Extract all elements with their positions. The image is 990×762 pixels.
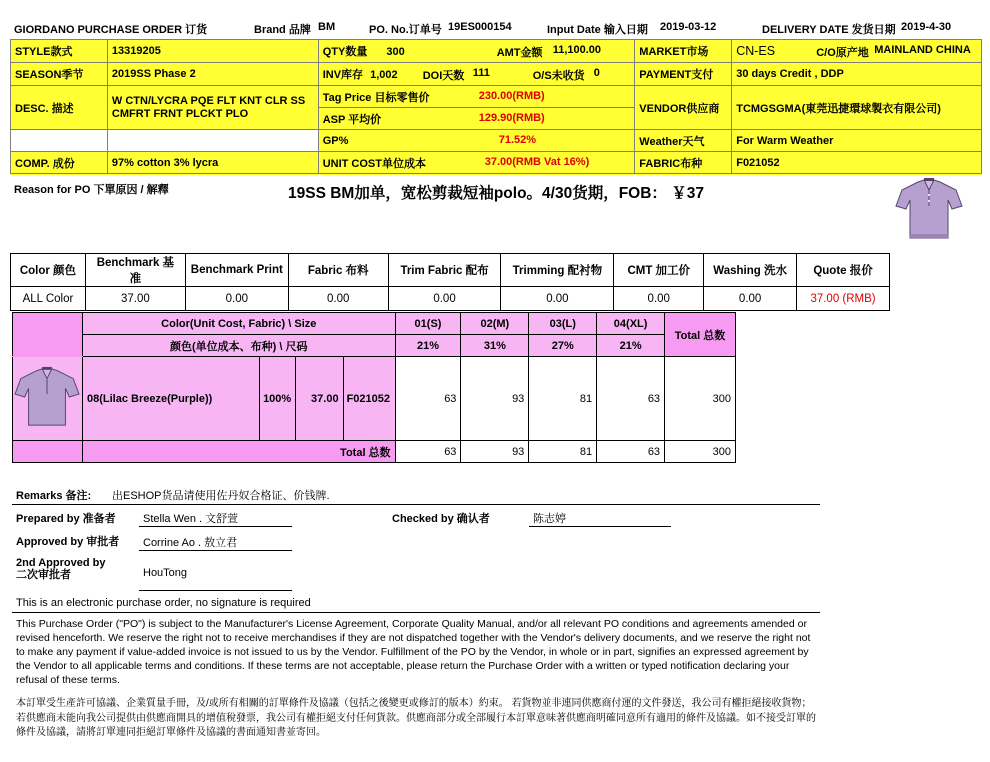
bench-header-cmt: CMT 加工价 — [614, 254, 704, 287]
terms-chinese: 本訂單受生產許可協議、企業質量手冊，及/或所有相關的訂單條件及協議（包括之後變更或修訂的版本）約束。 若貨物並非連同供應商付運的文件發送，我公司有權拒絕接收貨物；若供應商未能向我公司提供由供應商開具的增值稅發票，我公司有權拒絕支付任何貨款。供應商部分或全部履行本訂單意味著供應商明確同意所有適用的條件及協議。如不接受訂單的條件及協議，請將訂單連同拒絕訂單條件及協議的書面通知書並寄回。 — [16, 698, 816, 738]
ratio-m: 31% — [461, 335, 529, 357]
bench-header-quote: Quote 报价 — [797, 254, 890, 287]
bench-value-washing: 0.00 — [704, 287, 797, 311]
style-value: 13319205 — [107, 40, 318, 63]
bench-value-quote: 37.00 (RMB) — [797, 287, 890, 311]
comp-value: 97% cotton 3% lycra — [107, 152, 318, 174]
second-approved-label-cn: 二次审批者 — [16, 569, 71, 581]
style-label: STYLE款式 — [11, 40, 108, 63]
prepared-underline — [139, 526, 292, 527]
fabric-value: F021052 — [732, 152, 982, 174]
totals-qty-xl: 63 — [597, 441, 665, 463]
polo-shirt-icon — [894, 176, 964, 242]
second-approved-underline — [139, 590, 292, 591]
desc-cell — [107, 86, 318, 130]
row-qty-xl: 63 — [597, 357, 665, 441]
checked-value: 陈志婷 — [533, 513, 566, 525]
qty-header-cn: 颜色(单位成本、布种) \ 尺码 — [82, 335, 395, 357]
gp-label: GP% — [322, 134, 349, 147]
amt-label: AMT金额 — [496, 47, 543, 59]
approved-label: Approved by 审批者 — [16, 536, 120, 548]
gp-cell — [318, 130, 635, 152]
benchmark-table — [10, 253, 890, 311]
total-header: Total 总数 — [665, 313, 736, 357]
prepared-label: Prepared by 准备者 — [16, 513, 116, 525]
os-value: 0 — [593, 67, 600, 79]
checked-underline — [529, 526, 671, 527]
polo-shirt-thumbnail-icon — [13, 365, 81, 429]
totals-row — [13, 441, 736, 463]
bench-value-benchmark: 37.00 — [85, 287, 185, 311]
second-approved-label — [16, 557, 105, 581]
unit-cost-value: 37.00(RMB Vat 16%) — [484, 156, 590, 168]
inv-cell — [318, 63, 635, 86]
size-quantity-table — [12, 312, 736, 463]
desc-label: DESC. 描述 — [11, 86, 108, 130]
inv-label: INV库存 — [322, 69, 364, 81]
row-qty-s: 63 — [395, 357, 461, 441]
blank-cell-1 — [11, 130, 108, 152]
comp-label: COMP. 成份 — [11, 152, 108, 174]
bench-header-washing: Washing 洗水 — [704, 254, 797, 287]
qty-value: 300 — [386, 46, 405, 58]
delivery-date-label: DELIVERY DATE 发货日期 — [762, 24, 896, 36]
row-total: 300 — [665, 357, 736, 441]
qty-label: QTY数量 — [322, 46, 368, 58]
size-header-xl: 04(XL) — [597, 313, 665, 335]
totals-total: 300 — [665, 441, 736, 463]
row-pct: 100% — [259, 357, 295, 441]
second-approved-label-en: 2nd Approved by — [16, 557, 106, 569]
reason-label: Reason for PO 下單原因 / 解釋 — [14, 184, 169, 196]
unit-cost-cell — [318, 152, 635, 174]
benchmark-value-row — [11, 287, 890, 311]
vendor-value: TCMGSGMA(東莞迅捷環球製衣有限公司) — [732, 86, 982, 130]
bench-value-trimming: 0.00 — [501, 287, 614, 311]
asp-value: 129.90(RMB) — [478, 112, 545, 124]
delivery-date-value: 2019-4-30 — [901, 21, 952, 33]
os-label: O/S未收货 — [532, 70, 585, 82]
footer-divider — [12, 612, 820, 613]
approved-underline — [139, 550, 292, 551]
amt-value: 11,100.00 — [552, 44, 602, 56]
inv-value: 1,002 — [370, 69, 398, 81]
market-value: CN-ES — [736, 44, 776, 58]
po-number-value: 19ES000154 — [448, 21, 512, 33]
brand-label: Brand 品牌 — [254, 24, 311, 36]
bench-header-benchmark: Benchmark 基准 — [85, 254, 185, 287]
desc-line-1: W CTN/LYCRA PQE FLT KNT CLR SS — [111, 94, 306, 107]
payment-label: PAYMENT支付 — [635, 63, 732, 86]
prepared-value: Stella Wen . 文舒萱 — [143, 513, 239, 525]
table-row — [13, 357, 736, 441]
ratio-xl: 21% — [597, 335, 665, 357]
payment-value: 30 days Credit , DDP — [732, 63, 982, 86]
qty-header-en: Color(Unit Cost, Fabric) \ Size — [82, 313, 395, 335]
row-qty-m: 93 — [461, 357, 529, 441]
po-number-label: PO. No.订单号 — [369, 24, 442, 36]
unit-cost-label: UNIT COST单位成本 — [322, 157, 426, 170]
bench-header-trim-fabric: Trim Fabric 配布 — [388, 254, 501, 287]
origin-label: C/O原产地 — [816, 47, 869, 59]
remarks-label: Remarks 备注: — [16, 490, 92, 502]
input-date-label: Input Date 输入日期 — [547, 24, 648, 36]
bench-value-print: 0.00 — [185, 287, 288, 311]
row-thumbnail-cell — [13, 357, 83, 441]
ratio-s: 21% — [395, 335, 461, 357]
totals-label: Total 总数 — [82, 441, 395, 463]
brand-value: BM — [318, 21, 336, 33]
bench-header-color: Color 颜色 — [11, 254, 86, 287]
blank-cell-2 — [107, 130, 318, 152]
bench-value-trim-fabric: 0.00 — [388, 287, 501, 311]
reason-text: 19SS BM加单，宽松剪裁短袖polo。4/30货期，FOB： ￥37 — [288, 185, 704, 202]
totals-qty-m: 93 — [461, 441, 529, 463]
weather-value: For Warm Weather — [732, 130, 982, 152]
tag-price-value: 230.00(RMB) — [478, 90, 545, 102]
approved-value: Corrine Ao . 敖立君 — [143, 537, 238, 549]
size-header-l: 03(L) — [529, 313, 597, 335]
bench-value-color: ALL Color — [11, 287, 86, 311]
origin-value: MAINLAND CHINA — [874, 44, 971, 56]
fabric-label: FABRIC布种 — [635, 152, 732, 174]
totals-qty-l: 81 — [529, 441, 597, 463]
asp-label: ASP 平均价 — [322, 113, 382, 126]
asp-cell — [318, 108, 635, 130]
totals-blank — [13, 441, 83, 463]
info-grid — [10, 39, 982, 174]
ratio-l: 27% — [529, 335, 597, 357]
checked-label: Checked by 确认者 — [392, 513, 490, 525]
size-header-s: 01(S) — [395, 313, 461, 335]
po-title: GIORDANO PURCHASE ORDER 订货 — [14, 24, 208, 36]
doi-label: DOI天数 — [422, 70, 465, 82]
qty-header-blank — [13, 313, 83, 357]
input-date-value: 2019-03-12 — [660, 21, 717, 33]
gp-value: 71.52% — [498, 134, 537, 146]
bench-value-fabric: 0.00 — [288, 287, 388, 311]
tag-price-label: Tag Price 目标零售价 — [322, 91, 430, 104]
electronic-notice: This is an electronic purchase order, no signature is required — [16, 597, 311, 609]
row-color: 08(Lilac Breeze(Purple)) — [82, 357, 259, 441]
season-value: 2019SS Phase 2 — [107, 63, 318, 86]
terms-english: This Purchase Order ("PO") is subject to the Manufacturer's License Agreement, Corporate Quality Manual, and/or all relevant PO conditions and agreements amended or revised henceforth. We reserve the right not to receive merchandises if they are not dispatched together with the Vendor's delivery documents, and we reserve the right not to make any payment if value-added invoice is not issued to us by the Vendor. Fulfillment of the PO by the Vendor, in whole or in part, signifies an expressed agreement by the Vendor to all applicable terms and conditions. If these terms are not acceptable, please return the Purchase Order with a written or typed notification declaring your refusal of these terms. — [16, 618, 811, 686]
totals-qty-s: 63 — [395, 441, 461, 463]
qty-amt-cell — [318, 40, 635, 63]
benchmark-header-row — [11, 254, 890, 287]
size-header-m: 02(M) — [461, 313, 529, 335]
second-approved-value: HouTong — [143, 567, 188, 579]
market-label: MARKET市场 — [635, 40, 732, 63]
market-origin-cell — [732, 40, 982, 63]
tag-price-cell — [318, 86, 635, 108]
bench-header-trimming: Trimming 配衬物 — [501, 254, 614, 287]
season-label: SEASON季节 — [11, 63, 108, 86]
row-fabric: F021052 — [343, 357, 395, 441]
bench-value-cmt: 0.00 — [614, 287, 704, 311]
weather-label: Weather天气 — [635, 130, 732, 152]
row-qty-l: 81 — [529, 357, 597, 441]
desc-line-2: CMFRT FRNT PLCKT PLO — [111, 107, 249, 120]
doi-value: 111 — [472, 67, 490, 79]
remarks-divider — [12, 504, 820, 505]
bench-header-fabric: Fabric 布料 — [288, 254, 388, 287]
bench-header-print: Benchmark Print — [185, 254, 288, 287]
vendor-label: VENDOR供应商 — [635, 86, 732, 130]
remarks-text: 出ESHOP货品请使用佐丹奴合格证、价钱牌. — [112, 490, 330, 502]
row-cost: 37.00 — [295, 357, 343, 441]
